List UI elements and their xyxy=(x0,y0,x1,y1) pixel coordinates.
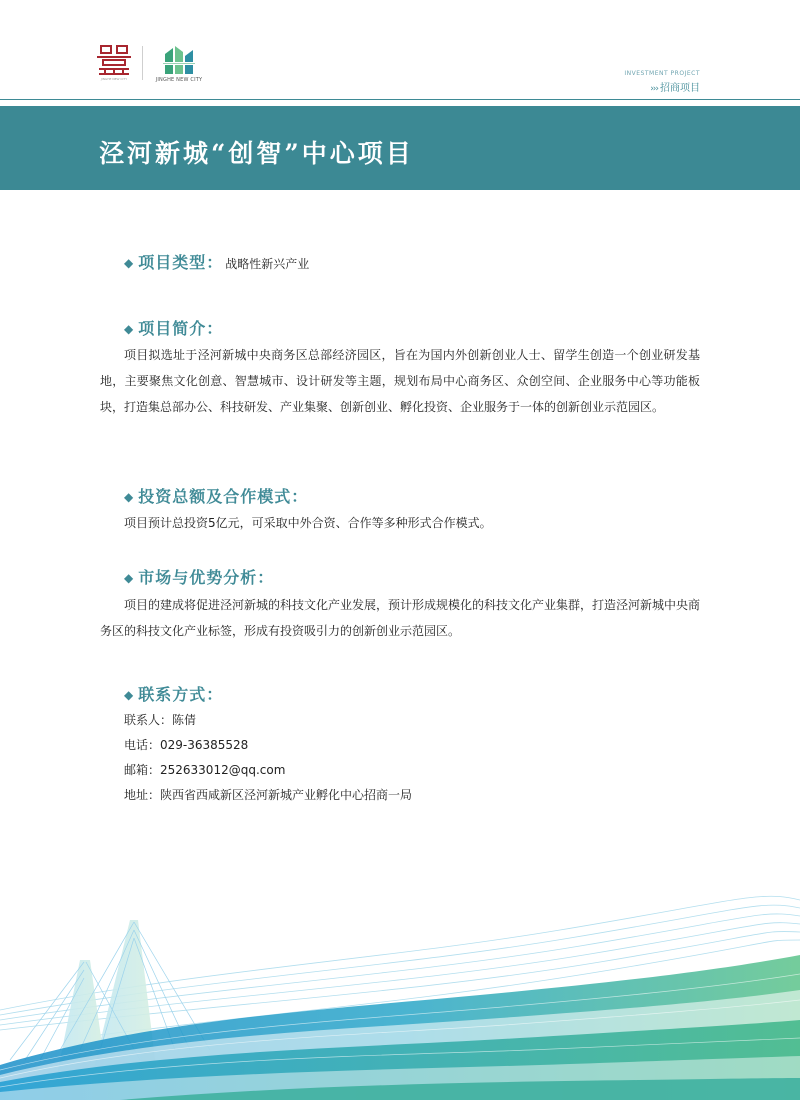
contact-phone: 电话：029-36385528 xyxy=(124,738,249,752)
market-paragraph: 项目的建成将促进泾河新城的科技文化产业发展，预计形成规模化的科技文化产业集群，打造泾河新城中央商务区的科技文化产业标签，形成有投资吸引力的创新创业示范园区。 xyxy=(100,598,701,638)
title-banner xyxy=(0,106,800,190)
logo-divider xyxy=(142,46,143,80)
contact-address: 地址：陕西省西咸新区泾河新城产业孵化中心招商一局 xyxy=(124,788,413,802)
page-title: 泾河新城“创智”中心项目 xyxy=(99,139,414,168)
diamond-icon: ◆ xyxy=(124,688,135,702)
section-contact-heading: 联系方式： xyxy=(138,685,224,704)
logo-group xyxy=(96,44,203,84)
section-intro xyxy=(124,316,223,339)
seal-logo-mark xyxy=(96,44,132,76)
project-type-value: 战略性新兴产业 xyxy=(225,257,310,271)
wave-bridge-illustration xyxy=(0,860,800,1100)
section-project-type-heading: 项目类型： xyxy=(138,253,224,272)
section-contact xyxy=(124,682,223,705)
investment-paragraph: 项目预计总投资5亿元，可采取中外合资、合作等多种形式合作模式。 xyxy=(124,516,492,530)
seal-logo xyxy=(96,44,132,84)
diamond-icon: ◆ xyxy=(124,490,135,504)
contact-person: 联系人：陈倩 xyxy=(124,713,197,727)
triple-chevron-icon: ››› xyxy=(650,84,658,94)
section-project-type xyxy=(124,250,309,273)
contact-email: 邮箱：252633012@qq.com xyxy=(124,763,286,777)
seal-logo-caption: JINGHE NEW CITY xyxy=(100,77,128,81)
section-market xyxy=(124,565,274,588)
investment-project-en: INVESTMENT PROJECT xyxy=(624,70,700,77)
section-intro-heading: 项目简介： xyxy=(138,319,224,338)
intro-paragraph: 项目拟选址于泾河新城中央商务区总部经济园区，旨在为国内外创新创业人士、留学生创造一个创业研发基地，主要聚焦文化创意、智慧城市、设计研发等主题，规划布局中心商务区、众创空间、企业服务中心等功能板块，打造集总部办公、科技研发、产业集聚、创新创业、孵化投资、企业服务于一体的创新创业示范园区。 xyxy=(100,348,700,414)
investment-project-label xyxy=(624,70,700,94)
jinghe-logo-caption: JINGHE NEW CITY xyxy=(155,77,203,83)
diamond-icon: ◆ xyxy=(124,322,135,336)
header-divider xyxy=(0,99,800,100)
jinghe-logo-mark xyxy=(155,44,203,76)
investment-project-cn-text: 招商项目 xyxy=(660,83,700,94)
jinghe-logo xyxy=(155,44,203,84)
investment-project-cn xyxy=(624,79,700,94)
section-investment-heading: 投资总额及合作模式： xyxy=(138,487,309,506)
section-investment xyxy=(124,484,308,507)
section-market-heading: 市场与优势分析： xyxy=(138,568,275,587)
diamond-icon: ◆ xyxy=(124,256,135,270)
diamond-icon: ◆ xyxy=(124,571,135,585)
